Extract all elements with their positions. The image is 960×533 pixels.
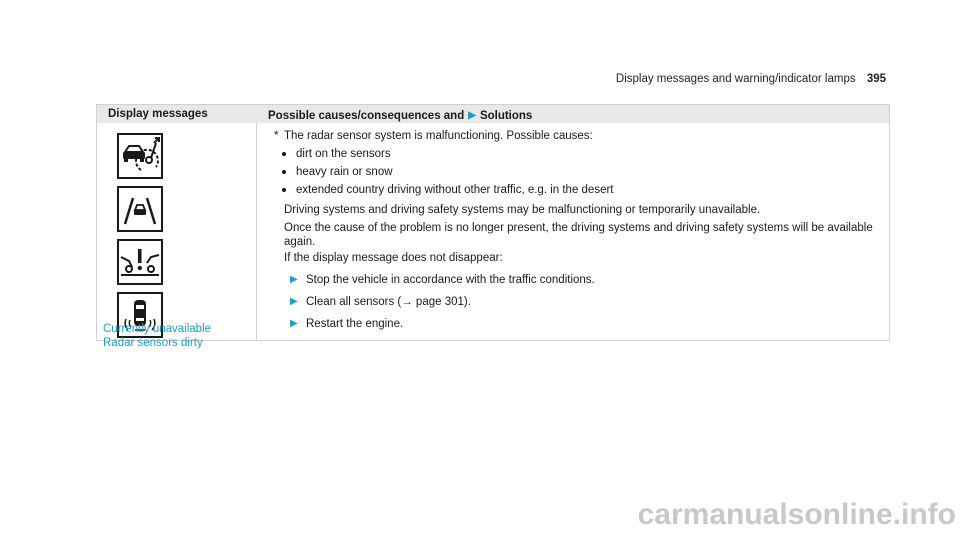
col-header-display-messages: Display messages — [108, 108, 208, 120]
arrow-right-icon: ▶ — [468, 110, 476, 121]
page-header-title: Display messages and warning/indicator lamps — [615, 73, 856, 85]
distance-assist-icon — [117, 133, 163, 179]
col-header-causes-label: Possible causes/consequences and — [268, 109, 465, 122]
paragraph-cause-resolved-cont: again. — [284, 236, 316, 248]
page-number: 395 — [866, 73, 886, 85]
col-header-solutions-label: Solutions — [479, 109, 533, 122]
collision-warning-icon — [117, 239, 163, 285]
arrow-right-icon: ▶ — [290, 274, 298, 285]
paragraph-if-not-disappear: If the display message does not disappear: — [284, 252, 503, 264]
cause-item: heavy rain or snow — [296, 166, 393, 178]
arrow-right-icon: ▶ — [290, 318, 298, 329]
page-header — [0, 73, 886, 85]
intro-text: The radar sensor system is malfunctioning. Possible causes: — [284, 130, 593, 142]
causes-solutions-cell — [257, 123, 889, 340]
solution-step: Clean all sensors (→ page 301). — [306, 296, 471, 308]
table-header — [97, 105, 889, 123]
arrow-right-icon: ▶ — [290, 296, 298, 307]
lane-assist-icon — [117, 186, 163, 232]
paragraph-cause-resolved: Once the cause of the problem is no longer present, the driving systems and driving safety systems will be available — [284, 222, 873, 234]
footnote-marker: * — [274, 130, 279, 142]
display-messages-table — [96, 104, 890, 349]
status-text-radar-dirty: Radar sensors dirty — [103, 337, 203, 349]
solution-step: Stop the vehicle in accordance with the traffic conditions. — [306, 274, 595, 286]
col-header-causes-solutions — [257, 105, 889, 123]
watermark: carmanualsonline.info — [637, 498, 956, 531]
table-row — [97, 123, 889, 349]
cause-item: dirt on the sensors — [296, 148, 391, 160]
display-messages-cell — [97, 123, 257, 349]
cause-item: extended country driving without other traffic, e.g. in the desert — [296, 184, 614, 196]
paragraph-malfunction: Driving systems and driving safety systems may be malfunctioning or temporarily unavailable. — [284, 204, 761, 216]
status-text-unavailable: Currently unavailable — [103, 323, 212, 335]
solution-step: Restart the engine. — [306, 318, 404, 330]
